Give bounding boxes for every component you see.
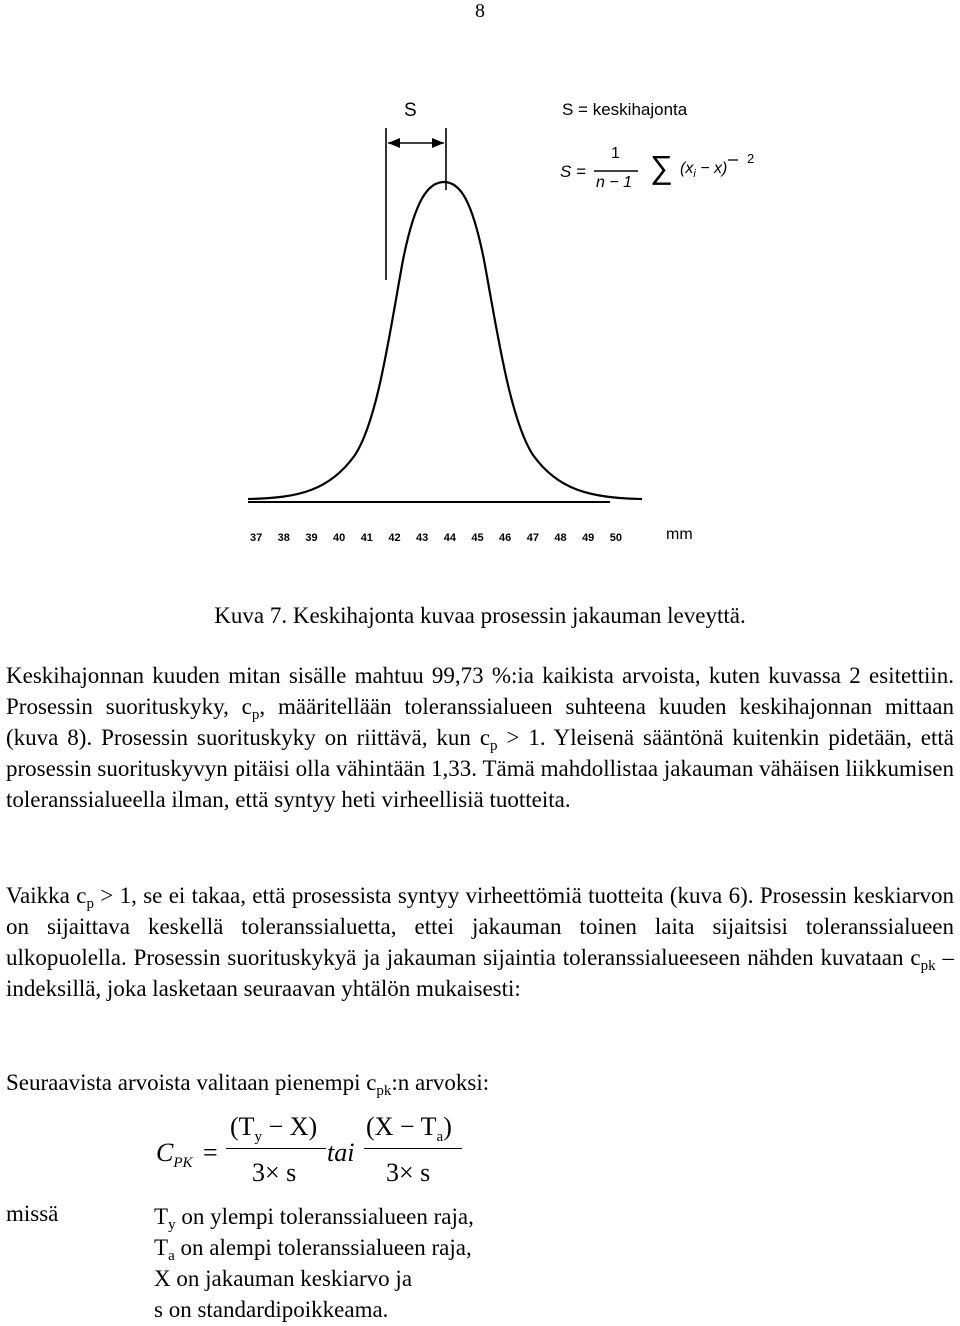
- axis-tick-label: 40: [333, 532, 346, 544]
- s-label: S: [404, 100, 417, 121]
- axis-tick-label: 50: [609, 532, 622, 544]
- formula-square: 2: [747, 151, 755, 166]
- where-label: missä: [6, 1201, 59, 1226]
- equation-tai: tai: [327, 1138, 355, 1167]
- equation-denominator-1: 3× s: [252, 1158, 297, 1187]
- fraction-bar-1: [226, 1148, 326, 1149]
- equation-numerator-1: $(T_y - X)$: [230, 1112, 318, 1146]
- equation-lhs: $C_{PK}$: [156, 1138, 193, 1172]
- equation-numerator-2: $(X - T_a)$: [366, 1112, 452, 1146]
- fraction-bar-2: [364, 1148, 462, 1149]
- figure-caption: Kuva 7. Keskihajonta kuvaa prosessin jakauman leveyttä.: [214, 603, 746, 628]
- formula-denominator: n − 1: [596, 174, 633, 191]
- paragraph-1: Keskihajonnan kuuden mitan sisälle mahtuu 99,73 %:ia kaikista arvoista, kuten kuvassa 2 esitettiin. Prosessin suorituskyky, $c_p$, määritellään toleranssialueen suhteena kuuden keskihajonnan mittaan (kuva 8). Prosessin suorituskyky on riittävä, kun $c_p > 1$. Yleisenä sääntönä kuitenkin pidetään, että prosessin suorituskyvyn pitäisi olla vähintään 1,33. Tämä mahdollistaa jakauman vähäisen liikkumisen toleranssialueella ilman, että syntyy heti virheellisiä tuotteita.: [6, 663, 954, 812]
- page-number: 8: [475, 0, 485, 22]
- axis-tick-labels: [250, 532, 622, 544]
- definition-item: X on jakauman keskiarvo ja: [154, 1266, 413, 1291]
- definition-item: s on standardipoikkeama.: [154, 1297, 389, 1322]
- axis-tick-label: 47: [526, 532, 539, 544]
- axis-tick-label: 45: [471, 532, 484, 544]
- formula-lhs: S =: [560, 162, 586, 181]
- unit-label: mm: [666, 526, 693, 543]
- figure-standard-deviation: [0, 0, 960, 590]
- axis-tick-label: 39: [305, 532, 318, 544]
- paragraph-3: Seuraavista arvoista valitaan pienempi $c_{pk}:n$ arvoksi:: [6, 1070, 490, 1099]
- axis-tick-label: 43: [416, 532, 429, 544]
- bell-curve: [248, 182, 642, 499]
- definition-item: $T_y$ on ylempi toleranssialueen raja,: [154, 1204, 474, 1233]
- sigma-symbol: ∑: [650, 149, 673, 185]
- axis-tick-label: 38: [277, 532, 290, 544]
- s-definition: S = keskihajonta: [562, 100, 688, 119]
- axis-tick-label: 44: [443, 532, 456, 544]
- equation-equals: =: [203, 1138, 218, 1167]
- axis-tick-label: 37: [250, 532, 263, 544]
- axis-tick-label: 48: [554, 532, 567, 544]
- formula-numerator: 1: [611, 145, 620, 162]
- definition-list: [154, 1201, 474, 1325]
- axis-tick-label: 41: [360, 532, 373, 544]
- equation-denominator-2: 3× s: [386, 1158, 431, 1187]
- axis-tick-label: 49: [582, 532, 595, 544]
- axis-tick-label: 46: [499, 532, 512, 544]
- paragraph-2: Vaikka $c_p > 1$, se ei takaa, että prosessista syntyy virheettömiä tuotteita (kuva 6). Prosessin keskiarvon on sijaittava keskellä toleranssialuetta, ettei jakauman toinen laita sijaitsisi toleranssialueen ulkopuolella. Prosessin suorituskykyä ja jakauman sijaintia toleranssialueeseen nähden kuvataan $c_{pk}$ –indeksillä, joka lasketaan seuraavan yhtälön mukaisesti:: [6, 883, 955, 1001]
- formula-term: $(x_i - x)$: [680, 160, 728, 181]
- definition-item: $T_a$ on alempi toleranssialueen raja,: [154, 1235, 472, 1264]
- axis-tick-label: 42: [388, 532, 401, 544]
